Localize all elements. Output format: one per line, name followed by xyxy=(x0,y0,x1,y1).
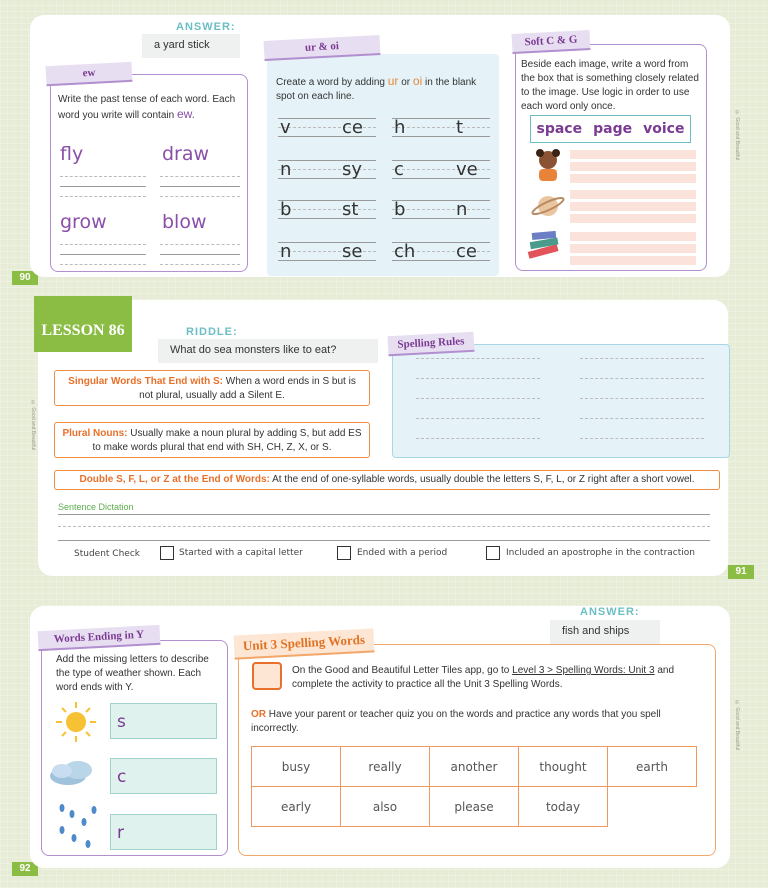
student-check-label: Student Check xyxy=(74,549,140,559)
blank-start: n xyxy=(280,241,292,262)
unit-3-title: Unit 3 Spelling Words xyxy=(233,628,374,659)
word-grow: grow xyxy=(60,211,107,233)
word-fly: fly xyxy=(60,143,84,165)
copyright-90: © Good and Beautiful xyxy=(734,110,740,161)
spelling-rules-line xyxy=(580,438,704,439)
spelling-word-cell: thought xyxy=(518,746,608,787)
spelling-rules-line xyxy=(416,418,540,419)
page-number-92: 92 xyxy=(12,862,38,876)
app-link[interactable]: Level 3 > Spelling Words: Unit 3 xyxy=(512,665,655,676)
weather-title: Words Ending in Y xyxy=(38,625,161,651)
cloud-icon xyxy=(46,756,102,790)
spelling-rules-line xyxy=(580,398,704,399)
letter-tiles-app-icon xyxy=(252,662,282,690)
check-apostrophe-box[interactable] xyxy=(486,546,500,560)
bank-word-space: space xyxy=(536,121,583,137)
girl-icon xyxy=(530,146,566,182)
blank-end: st xyxy=(342,199,359,220)
spelling-rules-line xyxy=(416,438,540,439)
books-icon xyxy=(524,226,564,266)
sentence-dictation-label: Sentence Dictation xyxy=(58,502,134,512)
sunny-answer-box[interactable]: s xyxy=(110,703,217,739)
page-number-90: 90 xyxy=(12,271,38,285)
spelling-word-cell: today xyxy=(518,786,608,827)
answer-text: a yard stick xyxy=(142,34,240,58)
lesson-title: LESSON 86 xyxy=(41,322,125,339)
soft-cg-instructions: Beside each image, write a word from the box that is something closely related to the image. Use logic in order to use each word only once. xyxy=(521,59,699,112)
blank-start: n xyxy=(280,159,292,180)
rain-icon xyxy=(54,800,98,852)
spelling-word-cell: early xyxy=(251,786,341,827)
check-capital-label: Started with a capital letter xyxy=(179,548,303,558)
spelling-word-cell: another xyxy=(429,746,519,787)
spelling-rules-line xyxy=(580,418,704,419)
ur-oi-instructions: Create a word by adding ur or oi in the blank spot on each line. xyxy=(276,74,477,102)
sun-icon xyxy=(52,700,100,744)
spelling-word-cell: please xyxy=(429,786,519,827)
spelling-word-cell: also xyxy=(340,786,430,827)
spelling-rules-title: Spelling Rules xyxy=(388,332,475,356)
word-draw: draw xyxy=(162,143,210,165)
answer2-heading: ANSWER: xyxy=(580,606,640,618)
check-period-label: Ended with a period xyxy=(357,548,448,558)
blank-start: v xyxy=(280,117,291,138)
answer2-text: fish and ships xyxy=(550,620,660,644)
copyright-91: © Good and Beautiful xyxy=(30,400,36,451)
blank-start: ch xyxy=(394,241,416,262)
blank-end: se xyxy=(342,241,363,262)
riddle-heading: RIDDLE: xyxy=(186,326,238,338)
app-instructions: On the Good and Beautiful Letter Tiles app, go to Level 3 > Spelling Words: Unit 3 and complete the activity to practice all the Unit 3 Spelling Words. xyxy=(292,665,675,690)
bank-word-page: page xyxy=(593,121,633,137)
rule-double-letters: Double S, F, L, or Z at the End of Words: At the end of one-syllable words, usually double the letters S, F, L, or Z right after a short vowel. xyxy=(54,470,720,490)
weather-instructions: Add the missing letters to describe the type of weather shown. Each word ends with Y. xyxy=(56,654,209,693)
riddle-text: What do sea monsters like to eat? xyxy=(158,339,378,363)
page-number-91: 91 xyxy=(728,565,754,579)
spelling-rules-line xyxy=(416,378,540,379)
rainy-answer-box[interactable]: r xyxy=(110,814,217,850)
blank-end: ve xyxy=(456,159,478,180)
spelling-rules-line xyxy=(416,358,540,359)
spelling-rules-box xyxy=(392,344,730,458)
check-capital-box[interactable] xyxy=(160,546,174,560)
blank-end: ce xyxy=(342,117,363,138)
copyright-92: © Good and Beautiful xyxy=(734,700,740,751)
check-period-box[interactable] xyxy=(337,546,351,560)
blank-end: t xyxy=(456,117,464,138)
spelling-rules-line xyxy=(580,378,704,379)
blank-start: h xyxy=(394,117,406,138)
ew-title: ew xyxy=(46,62,133,86)
cloudy-answer-box[interactable]: c xyxy=(110,758,217,794)
or-instructions: OR Have your parent or teacher quiz you on the words and practice any words that you spell incorrectly. xyxy=(251,709,661,734)
planet-icon xyxy=(530,188,566,224)
spelling-word-cell: really xyxy=(340,746,430,787)
blank-start: b xyxy=(394,199,406,220)
spelling-word-cell: busy xyxy=(251,746,341,787)
bank-word-voice: voice xyxy=(643,121,685,137)
word-bank xyxy=(530,115,691,143)
answer-heading: ANSWER: xyxy=(176,21,236,33)
blank-start: c xyxy=(394,159,404,180)
blank-end: n xyxy=(456,199,468,220)
word-blow: blow xyxy=(162,211,207,233)
rule-plural-nouns: Plural Nouns: Usually make a noun plural by adding S, but add ES to make words plural that end with SH, CH, Z, X, or S. xyxy=(54,422,370,458)
rule-singular-s: Singular Words That End with S: When a word ends in S but is not plural, usually add a Silent E. xyxy=(54,370,370,406)
blank-start: b xyxy=(280,199,292,220)
spelling-rules-line xyxy=(416,398,540,399)
check-apostrophe-label: Included an apostrophe in the contraction xyxy=(506,548,695,558)
ew-instructions: Write the past tense of each word. Each word you write will contain ew. xyxy=(58,94,236,121)
soft-cg-title: Soft C & G xyxy=(512,30,591,54)
blank-end: ce xyxy=(456,241,477,262)
blank-end: sy xyxy=(342,159,363,180)
spelling-rules-line xyxy=(580,358,704,359)
ur-oi-title: ur & oi xyxy=(264,35,381,61)
spelling-word-cell: earth xyxy=(607,746,697,787)
